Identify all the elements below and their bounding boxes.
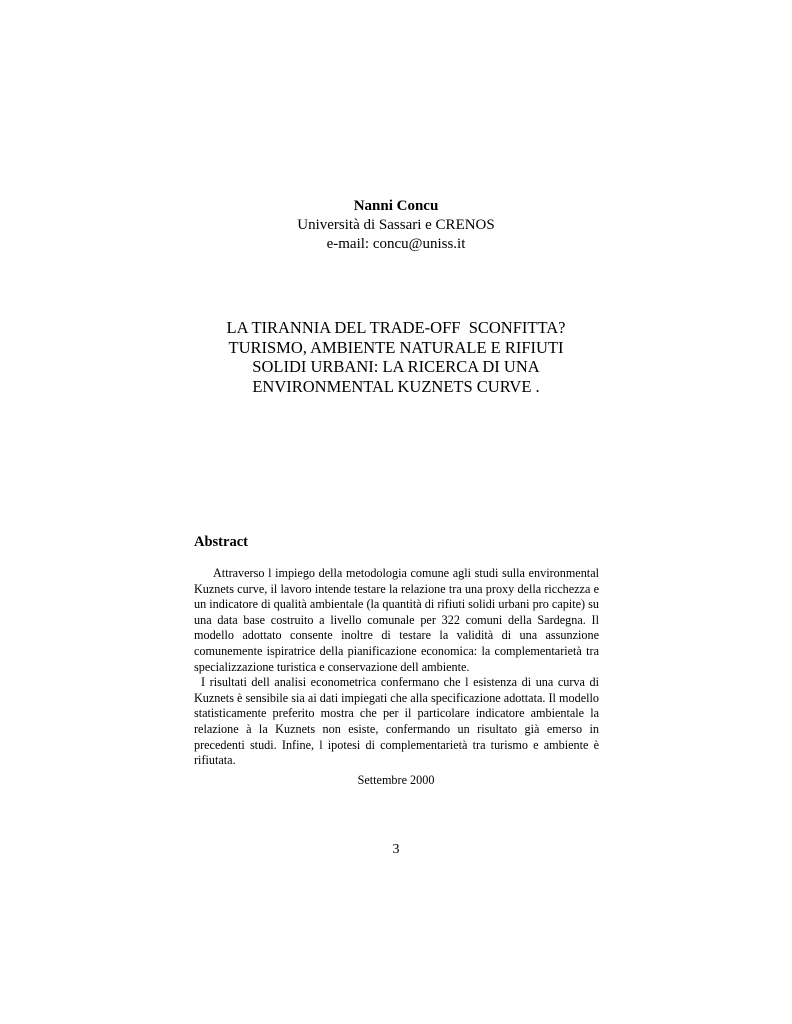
- title-line-1: LA TIRANNIA DEL TRADE-OFF SCONFITTA?: [226, 318, 566, 337]
- abstract-heading: Abstract: [194, 534, 248, 550]
- author-block: [0, 197, 792, 254]
- page-number: 3: [392, 842, 400, 857]
- author-affiliation: Università di Sassari e CRENOS: [297, 217, 495, 233]
- paper-title: [0, 318, 792, 396]
- publication-date: Settembre 2000: [357, 773, 435, 787]
- abstract-paragraph-2: I risultati dell analisi econometrica confermano che l esistenza di una curva di Kuznets è sensibile sia ai dati impiegati che alla specificazione adottata. Il modello statisticamente preferito mostra che per il particolare indicatore ambientale la relazione à la Kuznets non esiste, confermando un risultato già emerso in precedenti studi. Infine, l ipotesi di complementarietà tra turismo e ambiente è rifiutata.: [194, 675, 599, 768]
- abstract-body: [194, 566, 599, 769]
- author-name: Nanni Concu: [353, 198, 439, 214]
- title-line-3: SOLIDI URBANI: LA RICERCA DI UNA: [252, 357, 540, 376]
- title-line-4: ENVIRONMENTAL KUZNETS CURVE .: [252, 376, 540, 396]
- abstract-paragraph-1: Attraverso l impiego della metodologia comune agli studi sulla environmental Kuznets curve, il lavoro intende testare la relazione tra una proxy della ricchezza e un indicatore di qualità ambientale (la quantità di rifiuti solidi urbani pro capite) su una data base costruito a livello comunale per 322 comuni della Sardegna. Il modello adottato consente inoltre di testare la validità di una assunzione comunemente ispiratrice della pianificazione economica: la complementarietà tra specializzazione turistica e conservazione dell ambiente.: [194, 566, 599, 674]
- title-line-2: TURISMO, AMBIENTE NATURALE E RIFIUTI: [228, 337, 564, 357]
- author-email: e-mail: concu@uniss.it: [326, 236, 466, 252]
